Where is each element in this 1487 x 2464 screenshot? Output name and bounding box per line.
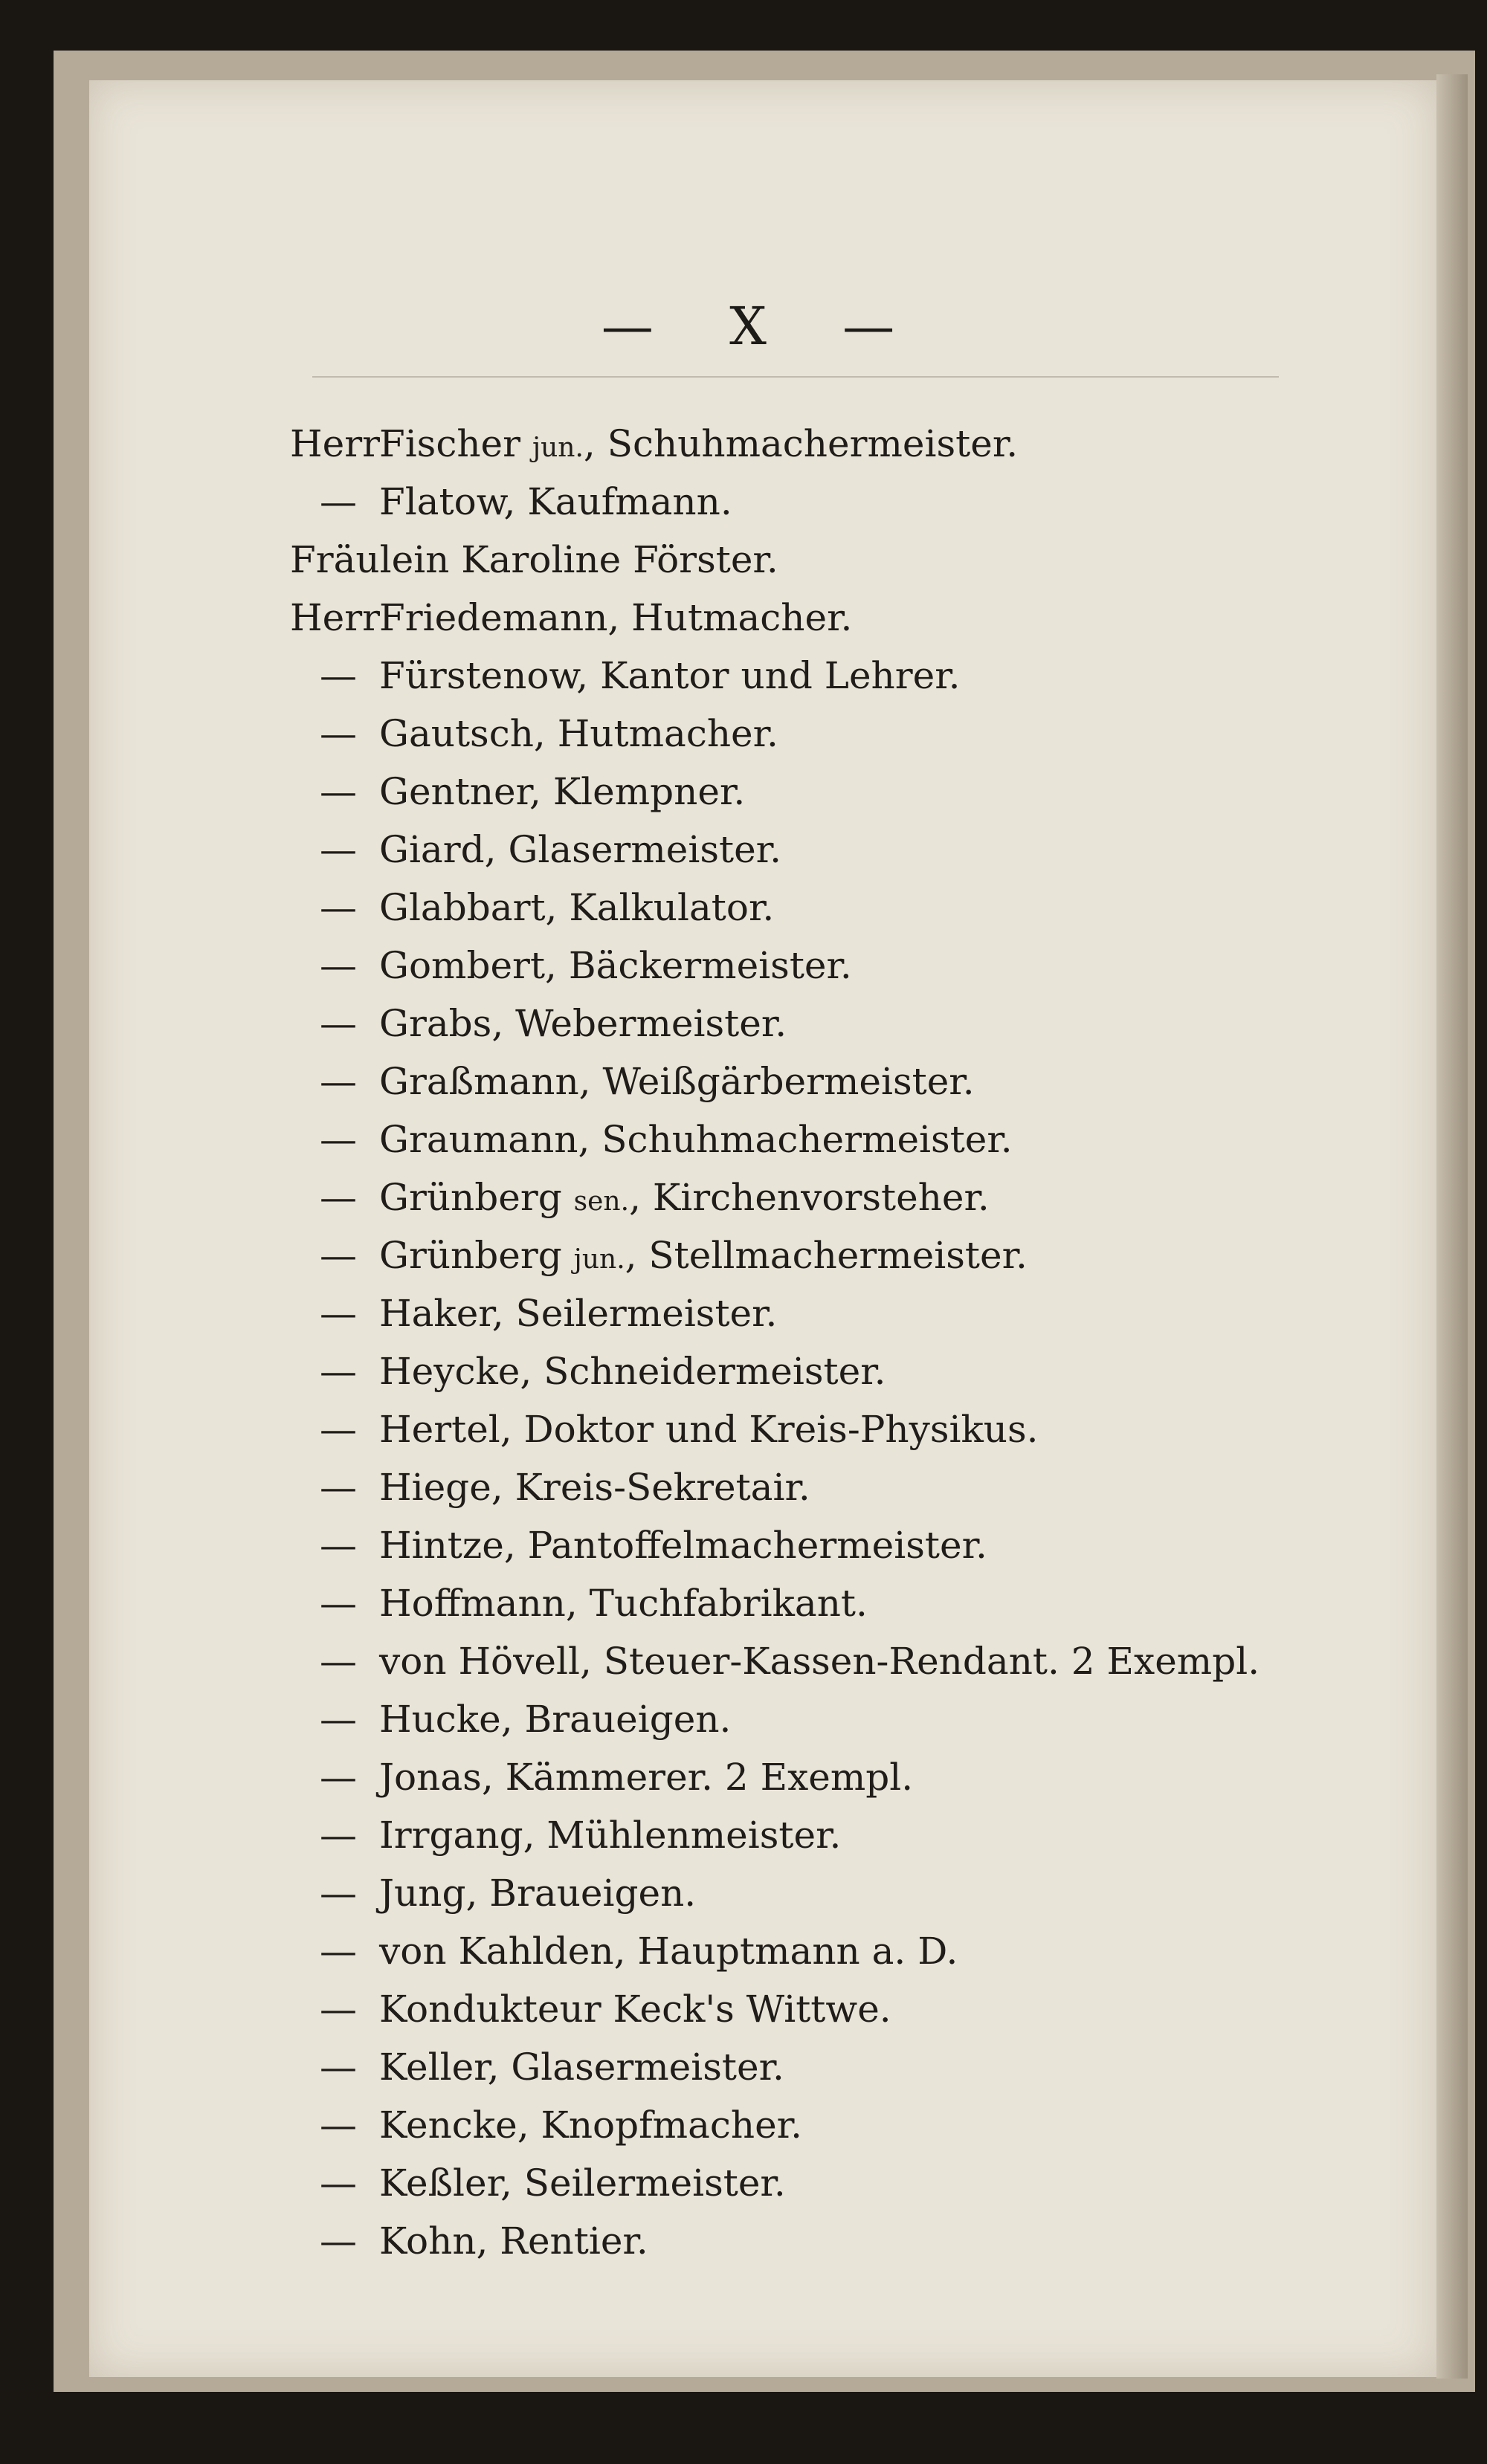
ditto-dash: —: [320, 1814, 357, 1857]
entry-text: Gentner, Klempner.: [379, 770, 746, 813]
list-entry: [290, 1632, 1405, 1690]
list-entry: [290, 995, 1405, 1052]
list-entry: [290, 1168, 1405, 1226]
list-entry: [290, 1516, 1405, 1574]
list-entry: [290, 1226, 1405, 1284]
ditto-dash: —: [320, 1930, 357, 1973]
entry-text: Gombert, Bäckermeister.: [379, 944, 852, 987]
entry-suffix: sen.: [573, 1186, 630, 1217]
list-entry: [290, 1458, 1405, 1516]
ditto-dash: —: [320, 1698, 357, 1741]
list-entry: [290, 2096, 1405, 2154]
entry-text: Haker, Seilermeister.: [379, 1292, 778, 1335]
entry-text: Graßmann, Weißgärbermeister.: [379, 1060, 975, 1103]
entry-text: Grabs, Webermeister.: [379, 1002, 787, 1045]
ditto-dash: —: [320, 1176, 357, 1219]
ditto-dash: —: [320, 1640, 357, 1683]
ditto-dash: —: [320, 1872, 357, 1915]
entry-text: Kohn, Rentier.: [379, 2219, 648, 2263]
list-entry: [290, 1980, 1405, 2038]
list-entry: [290, 821, 1405, 879]
list-entry: [290, 1748, 1405, 1806]
ditto-dash: —: [320, 770, 357, 813]
page-number: — X —: [601, 296, 925, 357]
entry-text: Hiege, Kreis-Sekretair.: [379, 1466, 810, 1509]
page-edge: [1436, 74, 1468, 2379]
entry-text: Keller, Glasermeister.: [379, 2046, 784, 2089]
ditto-dash: —: [320, 1756, 357, 1799]
entry-text: Jung, Braueigen.: [379, 1872, 697, 1915]
book-page: [89, 80, 1436, 2377]
entry-text: Glabbart, Kalkulator.: [379, 886, 775, 929]
ditto-dash: —: [320, 1524, 357, 1567]
entry-text: Grünberg: [379, 1176, 574, 1219]
list-entry: [290, 647, 1405, 705]
list-entry: [290, 1574, 1405, 1632]
ditto-dash: —: [320, 1350, 357, 1393]
list-entry: [290, 589, 1405, 647]
list-entry: [290, 763, 1405, 821]
ditto-dash: —: [320, 1234, 357, 1277]
ditto-dash: —: [320, 2046, 357, 2089]
list-entry: [290, 2212, 1405, 2270]
ditto-dash: —: [320, 1292, 357, 1335]
entry-text: Fräulein Karoline Förster.: [290, 538, 778, 581]
list-entry: [290, 1110, 1405, 1168]
list-entry: [290, 937, 1405, 995]
ditto-dash: —: [320, 654, 357, 697]
ditto-dash: —: [320, 1060, 357, 1103]
list-entry: [290, 1052, 1405, 1110]
entry-text: Jonas, Kämmerer. 2 Exempl.: [379, 1756, 914, 1799]
list-entry: [290, 1864, 1405, 1922]
entry-text: Irrgang, Mühlenmeister.: [379, 1814, 842, 1857]
entry-title: Herr: [290, 596, 380, 639]
entry-text: Grünberg: [379, 1234, 574, 1277]
header-rule: [312, 376, 1279, 378]
list-entry: [290, 415, 1405, 473]
entry-text: Hertel, Doktor und Kreis-Physikus.: [379, 1408, 1039, 1451]
entry-text: Giard, Glasermeister.: [379, 828, 781, 871]
list-entry: [290, 531, 1405, 589]
list-entry: [290, 1400, 1405, 1458]
entry-suffix: jun.: [573, 1244, 625, 1275]
entry-text: Hintze, Pantoffelmachermeister.: [379, 1524, 987, 1567]
ditto-dash: —: [320, 1118, 357, 1161]
ditto-dash: —: [320, 886, 357, 929]
entry-occupation: , Stellmachermeister.: [625, 1234, 1028, 1277]
list-entry: [290, 1284, 1405, 1342]
ditto-dash: —: [320, 1582, 357, 1625]
list-entry: [290, 1806, 1405, 1864]
ditto-dash: —: [320, 828, 357, 871]
entry-text: Gautsch, Hutmacher.: [379, 712, 778, 755]
list-entry: [290, 1342, 1405, 1400]
entry-occupation: , Schuhmachermeister.: [583, 422, 1019, 465]
ditto-dash: —: [320, 2219, 357, 2263]
ditto-dash: —: [320, 1002, 357, 1045]
entry-text: Fischer: [379, 422, 532, 465]
ditto-dash: —: [320, 1988, 357, 2031]
entry-text: von Kahlden, Hauptmann a. D.: [379, 1930, 958, 1973]
list-entry: [290, 2154, 1405, 2212]
entry-text: Heycke, Schneidermeister.: [379, 1350, 886, 1393]
entry-text: Graumann, Schuhmachermeister.: [379, 1118, 1013, 1161]
ditto-dash: —: [320, 2104, 357, 2147]
list-entry: [290, 705, 1405, 763]
entry-text: Flatow, Kaufmann.: [379, 480, 732, 523]
ditto-dash: —: [320, 1408, 357, 1451]
entry-text: Keßler, Seilermeister.: [379, 2161, 786, 2205]
entry-text: Fürstenow, Kantor und Lehrer.: [379, 654, 961, 697]
entry-text: Hucke, Braueigen.: [379, 1698, 732, 1741]
entry-text: Kondukteur Keck's Wittwe.: [379, 1988, 891, 2031]
entry-occupation: , Kirchenvorsteher.: [629, 1176, 990, 1219]
ditto-dash: —: [320, 480, 357, 523]
ditto-dash: —: [320, 2161, 357, 2205]
entry-suffix: jun.: [532, 433, 584, 463]
ditto-dash: —: [320, 1466, 357, 1509]
entry-text: Hoffmann, Tuchfabrikant.: [379, 1582, 868, 1625]
list-entry: [290, 1690, 1405, 1748]
ditto-dash: —: [320, 712, 357, 755]
entry-text: Friedemann, Hutmacher.: [379, 596, 853, 639]
list-entry: [290, 879, 1405, 937]
ditto-dash: —: [320, 944, 357, 987]
list-entry: [290, 473, 1405, 531]
list-entry: [290, 1922, 1405, 1980]
entry-text: von Hövell, Steuer-Kassen-Rendant. 2 Exempl.: [379, 1640, 1260, 1683]
list-entry: [290, 2038, 1405, 2096]
entry-title: Herr: [290, 422, 380, 465]
entry-text: Kencke, Knopfmacher.: [379, 2104, 802, 2147]
subscriber-list: [290, 415, 1405, 2270]
